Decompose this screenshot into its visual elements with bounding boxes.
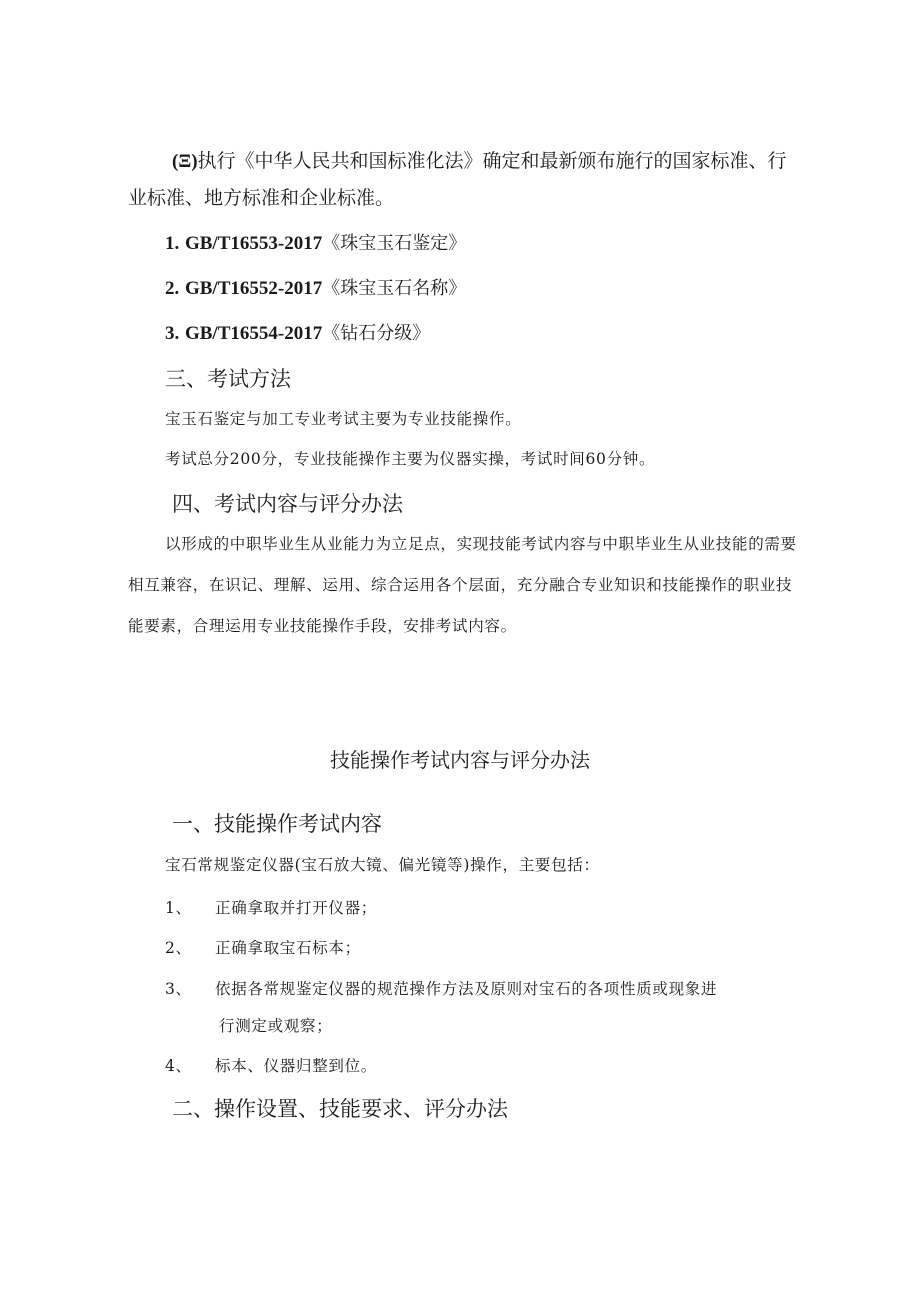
skill-item-num: 1、 <box>165 899 192 917</box>
standard-code: GB/T16552-2017 <box>184 278 323 299</box>
standards-intro-text: 执行《中华人民共和国标准化法》确定和最新颁布施行的国家标准、行 <box>197 150 787 172</box>
skill-item-num: 4、 <box>165 1057 192 1075</box>
skill-item-text: 标本、仪器归整到位。 <box>215 1057 378 1075</box>
standard-title: 《珠宝玉石鉴定》 <box>322 233 467 254</box>
standard-item-2 <box>165 279 466 298</box>
skill-settings-heading: 二、操作设置、技能要求、评分办法 <box>172 1097 508 1121</box>
skill-item-3-continued: 行测定或观察； <box>219 1017 333 1035</box>
standards-intro-line-2: 业标准、地方标准和企业标准。 <box>128 187 395 209</box>
skill-item-2 <box>165 941 361 957</box>
standard-item-3 <box>165 324 430 343</box>
exam-method-heading: 三、考试方法 <box>165 367 291 391</box>
skill-section-title: 技能操作考试内容与评分办法 <box>330 748 590 772</box>
standard-title: 《珠宝玉石名称》 <box>322 278 467 299</box>
standard-num: 3. <box>165 323 180 344</box>
skill-item-text: 依据各常规鉴定仪器的规范操作方法及原则对宝石的各项性质或现象进 <box>215 980 718 998</box>
standard-code: GB/T16553-2017 <box>184 233 323 254</box>
skill-item-3 <box>165 982 717 998</box>
exam-content-line-3: 能要素，合理运用专业技能操作手段，安排考试内容。 <box>128 617 517 635</box>
standards-intro-line-1 <box>172 152 787 171</box>
standard-item-1 <box>165 234 466 253</box>
skill-content-intro: 宝石常规鉴定仪器(宝石放大镜、偏光镜等)操作，主要包括： <box>165 856 600 874</box>
exam-method-line-2: 考试总分200分，专业技能操作主要为仪器实操，考试时间60分钟。 <box>165 450 656 468</box>
skill-content-heading: 一、技能操作考试内容 <box>172 812 382 836</box>
skill-item-text: 正确拿取宝石标本； <box>215 939 361 957</box>
standard-num: 2. <box>165 278 180 299</box>
skill-item-text: 正确拿取并打开仪器； <box>215 899 378 917</box>
exam-content-heading: 四、考试内容与评分办法 <box>172 492 403 516</box>
standard-title: 《钻石分级》 <box>322 323 431 344</box>
exam-content-line-1: 以形成的中职毕业生从业能力为立足点，实现技能考试内容与中职毕业生从业技能的需要 <box>165 535 797 553</box>
exam-content-line-2: 相互兼容，在识记、理解、运用、综合运用各个层面，充分融合专业知识和技能操作的职业技 <box>128 576 793 594</box>
section-marker: (Ξ) <box>172 151 198 172</box>
skill-item-num: 3、 <box>165 980 192 998</box>
standard-code: GB/T16554-2017 <box>184 323 323 344</box>
skill-item-4 <box>165 1059 377 1075</box>
skill-item-num: 2、 <box>165 939 192 957</box>
standard-num: 1. <box>165 233 180 254</box>
exam-method-line-1: 宝玉石鉴定与加工专业考试主要为专业技能操作。 <box>165 410 522 428</box>
skill-item-1 <box>165 901 377 917</box>
